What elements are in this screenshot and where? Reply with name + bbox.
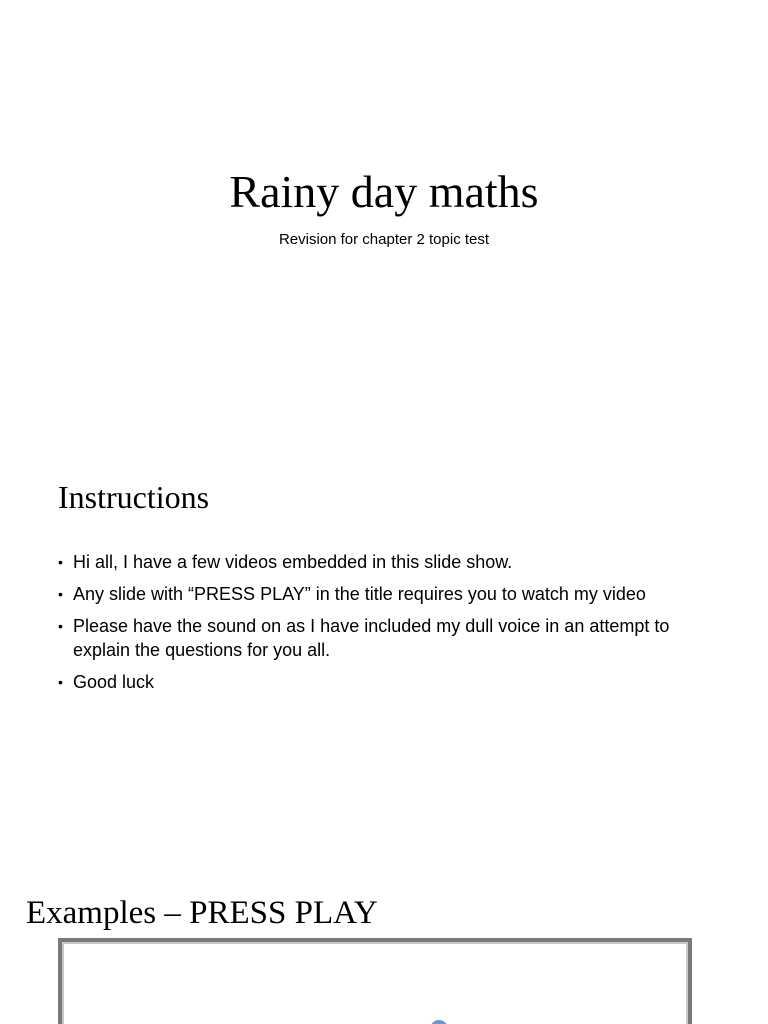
video-play-icon[interactable]	[430, 1020, 448, 1024]
slide-instructions	[0, 432, 768, 862]
list-item	[58, 670, 688, 694]
bullet-icon: •	[58, 554, 63, 570]
instructions-heading: Instructions	[58, 479, 210, 515]
examples-heading: Examples – PRESS PLAY	[26, 895, 378, 931]
slide-title-heading: Rainy day maths	[229, 166, 539, 217]
bullet-icon: •	[58, 618, 63, 634]
slide-title	[0, 0, 768, 432]
slide-examples	[0, 862, 768, 1024]
list-item	[58, 550, 688, 574]
embedded-video[interactable]	[58, 938, 692, 1024]
list-item-text: Please have the sound on as I have included my dull voice in an attempt to explain the questions for you all.	[73, 616, 670, 660]
list-item-text: Good luck	[73, 672, 155, 692]
instructions-list	[58, 550, 688, 702]
bullet-icon: •	[58, 674, 63, 690]
list-item	[58, 614, 688, 662]
slide-subtitle: Revision for chapter 2 topic test	[278, 231, 490, 248]
list-item	[58, 582, 688, 606]
list-item-text: Any slide with “PRESS PLAY” in the title requires you to watch my video	[73, 584, 646, 604]
list-item-text: Hi all, I have a few videos embedded in this slide show.	[73, 552, 513, 572]
bullet-icon: •	[58, 586, 63, 602]
